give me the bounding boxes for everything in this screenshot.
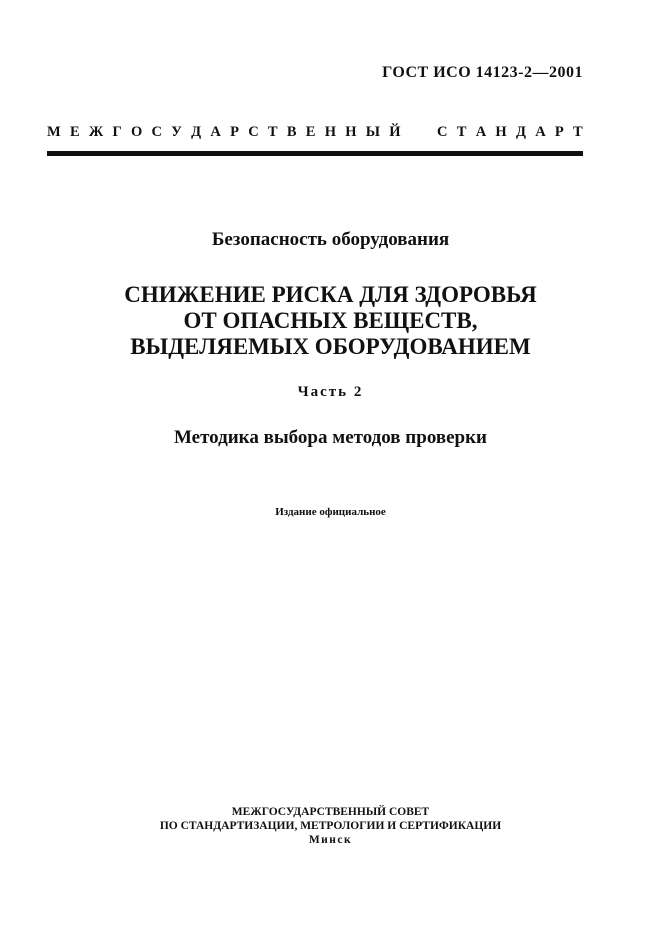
banner-letter: М: [47, 124, 61, 140]
edition-label: Издание официальное: [275, 506, 386, 518]
banner-letter: С: [151, 124, 162, 140]
banner-letter: А: [210, 124, 221, 140]
banner-letter: С: [437, 124, 448, 140]
title-line: ВЫДЕЛЯЕМЫХ ОБОРУДОВАНИЕМ: [130, 334, 531, 359]
publisher-block: [0, 805, 661, 847]
publisher-city: Минск: [308, 834, 353, 846]
banner-letter: Н: [324, 124, 336, 140]
banner-letter: Д: [515, 124, 526, 140]
banner-letter: Ж: [88, 124, 104, 140]
banner-letter: Е: [69, 124, 80, 140]
banner-word-gap: [410, 124, 428, 141]
banner-letter: Н: [345, 124, 357, 140]
banner-letter: Т: [267, 124, 278, 140]
publisher-line: МЕЖГОСУДАРСТВЕННЫЙ СОВЕТ: [231, 806, 430, 818]
banner-letter: В: [286, 124, 297, 140]
banner-letter: Т: [573, 124, 583, 140]
banner-letter: Ы: [365, 124, 380, 140]
document-title: [0, 282, 661, 360]
banner-letter: А: [475, 124, 487, 140]
part-label: Часть 2: [297, 384, 364, 400]
document-subject: Безопасность оборудования: [211, 229, 450, 250]
document-subtitle: Методика выбора методов проверки: [173, 427, 488, 448]
title-line: СНИЖЕНИЕ РИСКА ДЛЯ ЗДОРОВЬЯ: [124, 282, 537, 307]
standard-banner: [47, 124, 583, 141]
banner-letter: Р: [554, 124, 564, 140]
banner-letter: О: [130, 124, 143, 140]
banner-letter: У: [171, 124, 182, 140]
banner-letter: Г: [112, 124, 122, 140]
banner-letter: Е: [305, 124, 316, 140]
banner-letter: А: [535, 124, 546, 140]
title-line: ОТ ОПАСНЫХ ВЕЩЕСТВ,: [183, 308, 478, 333]
publisher-line: ПО СТАНДАРТИЗАЦИИ, МЕТРОЛОГИИ И СЕРТИФИКАЦИИ: [159, 820, 502, 832]
gost-code: ГОСТ ИСО 14123-2—2001: [382, 64, 583, 81]
banner-letter: Р: [230, 124, 239, 140]
banner-letter: Т: [456, 124, 467, 140]
banner-letter: С: [248, 124, 259, 140]
banner-letter: Д: [191, 124, 202, 140]
banner-letter: Н: [495, 124, 507, 140]
banner-letter: Й: [389, 124, 401, 140]
header-rule: [47, 151, 583, 156]
